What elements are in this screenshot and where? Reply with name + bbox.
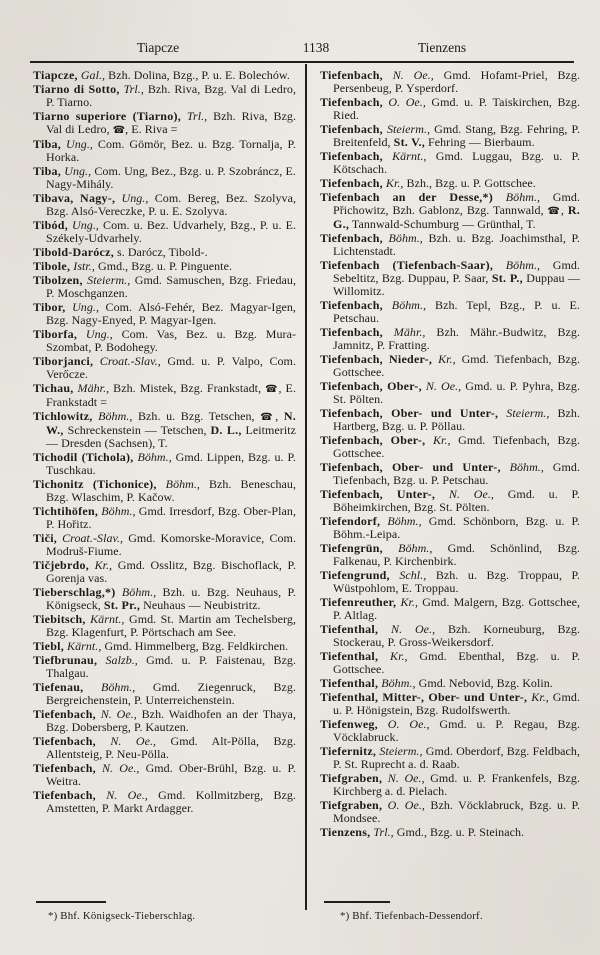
entry-text: Bzh. Mistek, Bzg. Frankstadt, (109, 381, 266, 395)
gazetteer-entry (320, 691, 580, 717)
entry-text: Gmd. Komorske-Moravice, Com. Modruš-Fiume. (46, 531, 296, 558)
gazetteer-entry (33, 410, 296, 450)
entry-text: Com. Alsó-Fehér, Bez. Magyar-Igen, Bzg. Nagy-Enyed, P. Magyar-Igen. (46, 300, 296, 327)
entry-region: Kr., (425, 433, 451, 447)
entry-text: Gmd. Tiefenbach, Bzg. Gottschee. (333, 433, 580, 460)
entry-headword: Tiefenau, (33, 680, 84, 694)
entry-text: Gmd. Osslitz, Bzg. Bischoflack, P. Gorenja vas. (46, 558, 296, 585)
entry-headword: Tiborfa, (33, 327, 78, 341)
entry-headword: Tiefenweg, (320, 717, 378, 731)
entry-text: Com. u. Bez. Udvarhely, Bzg., P. u. E. Székely-Udvarhely. (46, 218, 296, 245)
entry-headword: Tichau, (33, 381, 74, 395)
entry-region: Kärnt., (63, 639, 102, 653)
entry-region: Gal., (77, 68, 106, 82)
entry-headword: Tiefengrün, (320, 541, 383, 555)
gazetteer-entry (320, 177, 580, 190)
entry-headword: Tiba, (33, 164, 62, 178)
left-column (33, 69, 296, 816)
entry-headword: Tiefenbach, (33, 707, 96, 721)
entry-region: Böhm., (500, 460, 544, 474)
entry-headword: Tiefenbach, (320, 149, 383, 163)
entry-headword: Tichlowitz, (33, 409, 93, 423)
entry-text: Gmd. u. P. Regau, Bzg. Vöcklabruck. (333, 717, 580, 744)
entry-region: O. Oe., (377, 717, 430, 731)
header-keyword-left: Tiapcze (136, 40, 180, 55)
entry-headword: Tieberschlag,*) (33, 585, 116, 599)
gazetteer-entry (320, 677, 580, 690)
entry-region: N. Oe., (382, 68, 434, 82)
gazetteer-entry (320, 718, 580, 744)
entry-region: Kr., (88, 558, 113, 572)
gazetteer-entry (33, 478, 296, 504)
entry-text: Gmd. Ober-Brühl, Bzg. u. P. Weitra. (46, 761, 296, 788)
entry-text: Bzh. Waidhofen an der Thaya, Bzg. Dobersberg, P. Kautzen. (46, 707, 296, 734)
footnote-rule (36, 901, 106, 903)
entry-region: N. Oe., (95, 734, 157, 748)
entry-region: Steierm., (82, 273, 131, 287)
entry-region: Mähr., (382, 325, 426, 339)
entry-region: Croat.-Slav., (57, 531, 124, 545)
entry-headword: N. W., (46, 409, 296, 437)
entry-headword: Tiefenreuther, (320, 595, 397, 609)
entry-text: Gmd. u. P. Taiskirchen, Bzg. Ried. (333, 95, 580, 122)
entry-region: Böhm., (83, 680, 136, 694)
gazetteer-entry (320, 542, 580, 568)
entry-text: Bzh. Riva, Bzg. Val di Ledro, (46, 109, 296, 136)
entry-text: , (275, 409, 284, 423)
entry-headword: St. Pr., (103, 598, 141, 612)
entry-text: Bzh. Beneschau, Bzg. Wlaschim, P. Kačow. (46, 477, 296, 504)
gazetteer-entry (320, 461, 580, 487)
posthorn-telegraph-icon: ☎ (547, 206, 561, 217)
gazetteer-entry (33, 69, 296, 82)
gazetteer-entry (33, 382, 296, 409)
entry-headword: Tibole, (33, 259, 71, 273)
gazetteer-entry (320, 123, 580, 149)
gazetteer-entry (33, 328, 296, 354)
entry-text: Bzh. Tepl, Bzg., P. u. E. Petschau. (333, 298, 580, 325)
gazetteer-entry (33, 559, 296, 585)
gazetteer-entry (320, 191, 580, 231)
entry-text: Com. Gömör, Bez. u. Bzg. Tornalja, P. Horka. (46, 137, 296, 164)
entry-text: Duppau — Willomitz. (333, 271, 580, 298)
gazetteer-entry (33, 83, 296, 109)
entry-headword: Tiefenbach, (320, 95, 383, 109)
entry-text: Bzh. u. Bzg. Joachimsthal, P. Lichtenstadt. (333, 231, 580, 258)
entry-headword: Tiefernitz, (320, 744, 377, 758)
entry-text: s. Darócz, Tibold-. (113, 245, 208, 259)
entry-region: O. Oe., (382, 798, 425, 812)
gazetteer-entry (320, 353, 580, 379)
entry-region: Croat.-Slav., (93, 354, 161, 368)
entry-headword: Tiefenbach, (33, 788, 96, 802)
gazetteer-entry (320, 434, 580, 460)
gazetteer-entry (33, 110, 296, 137)
entry-region: Böhm., (382, 541, 433, 555)
text-columns (0, 69, 600, 840)
entry-region: N. Oe., (421, 379, 462, 393)
entry-region: Kr., (432, 352, 456, 366)
entry-headword: Tiefenbach, Nieder-, (320, 352, 433, 366)
right-column (320, 69, 580, 840)
entry-headword: Tiefenbach, (320, 298, 383, 312)
entry-headword: Tiefenbach, (33, 761, 96, 775)
entry-text: Leitmeritz — Dresden (Sachsen), T. (46, 423, 296, 450)
gazetteer-entry (33, 301, 296, 327)
gazetteer-entry (33, 451, 296, 477)
gazetteer-entry (320, 745, 580, 771)
entry-text: Bzh. u. Bzg. Neuhaus, P. Königseck, (46, 585, 296, 612)
entry-region: Schl., (389, 568, 427, 582)
entry-headword: Tiefenthal, (320, 676, 379, 690)
gazetteer-entry (33, 586, 296, 612)
entry-region: Kr., (527, 690, 549, 704)
entry-headword: Tichodil (Tichola), (33, 450, 134, 464)
entry-text: Bzh. u. Bzg. Troppau, P. Wüstpohlom, E. Troppau. (333, 568, 580, 595)
entry-text: Gmd. Malgern, Bzg. Gottschee, P. Altlag. (333, 595, 581, 622)
gazetteer-entry (33, 681, 296, 707)
entry-region: Kr., (382, 176, 404, 190)
entry-region: Ung., (61, 137, 93, 151)
entry-headword: Tichtihöfen, (33, 504, 99, 518)
entry-text: Gmd. Irresdorf, Bzg. Ober-Plan, P. Hořitz. (46, 504, 296, 531)
entry-headword: Tiefenbach, (320, 325, 383, 339)
entry-text: Gmd., Bzg. u. P. Pinguente. (94, 259, 232, 273)
gazetteer-entry (320, 407, 580, 433)
entry-headword: D. L., (210, 423, 242, 437)
gazetteer-entry (33, 640, 296, 653)
entry-headword: Tiefendorf, (320, 514, 381, 528)
page-number: 1138 (302, 40, 330, 55)
entry-headword: Tičjebrdo, (33, 558, 89, 572)
entry-text: Gmd. Schönlind, Bzg. Falkenau, P. Kirchenbirk. (333, 541, 580, 568)
entry-region: Trl., (119, 82, 144, 96)
gazetteer-entry (320, 826, 580, 839)
entry-headword: Tiefenbach, Ober-, (320, 433, 426, 447)
entry-headword: Tiefenthal, Mitter-, Ober- und Unter-, (320, 690, 528, 704)
entry-region: Steierm., (376, 744, 423, 758)
entry-region: Böhm., (115, 585, 157, 599)
entry-headword: Tiarno di Sotto, (33, 82, 120, 96)
entry-headword: Tibolzen, (33, 273, 83, 287)
entry-text: Com. Ung, Bez., Bzg. u. P. Szobráncz, E. Nagy-Mihály. (46, 164, 296, 191)
gazetteer-entry (33, 505, 296, 531)
entry-region: O. Oe., (382, 95, 426, 109)
entry-text: Bzh. Riva, Bzg. Val di Ledro, P. Tiarno. (46, 82, 297, 109)
gazetteer-entry (33, 192, 296, 218)
entry-text: Gmd. Alt-Pölla, Bzg. Allentsteig, P. Neu-Pölla. (46, 734, 296, 761)
entry-text: Bzh. Dolina, Bzg., P. u. E. Bolechów. (105, 68, 290, 82)
entry-headword: Tibor, (33, 300, 66, 314)
entry-text: Gmd. Stang, Bzg. Fehring, P. Breitenfeld, (333, 122, 580, 149)
entry-region: Böhm., (493, 258, 541, 272)
gazetteer-entry (320, 150, 580, 176)
gazetteer-entry (33, 708, 296, 734)
entry-text: Bzh. Korneuburg, Bzg. Stockerau, P. Gross-Weikersdorf. (333, 622, 580, 649)
entry-headword: St. V., (393, 135, 425, 149)
entry-region: Böhm., (92, 409, 133, 423)
entry-text: Gmd. Nebovid, Bzg. Kolin. (415, 676, 553, 690)
entry-headword: Tiborjanci, (33, 354, 94, 368)
entry-headword: R. G., (333, 203, 580, 231)
gazetteer-entry (33, 762, 296, 788)
entry-region: Böhm., (378, 676, 416, 690)
entry-headword: Tiefenbach, Unter-, (320, 487, 436, 501)
entry-text: Gmd. Lippen, Bzg. u. P. Tuschkau. (46, 450, 296, 477)
entry-region: Istr., (70, 259, 95, 273)
entry-region: Böhm., (156, 477, 200, 491)
entry-headword: Tiefenbach, (320, 122, 383, 136)
entry-text: , E. Frankstadt = (46, 381, 296, 409)
entry-text: Gmd. Ziegenruck, Bzg. Bergreichenstein, P. Unterreichenstein. (46, 680, 296, 707)
entry-region: Böhm., (382, 298, 427, 312)
entry-text: Bzh. Mähr.-Budwitz, Bzg. Jamnitz, P. Fratting. (333, 325, 581, 352)
gazetteer-entry (320, 96, 580, 122)
entry-text: Fehring — Bierbaum. (424, 135, 535, 149)
gazetteer-entry (33, 274, 296, 300)
gazetteer-entry (320, 569, 580, 595)
entry-headword: Tibava, Nagy-, (33, 191, 116, 205)
entry-headword: Tiefenthal, (320, 622, 379, 636)
gazetteer-entry (33, 532, 296, 558)
entry-text: Gmd., Bzg. u. P. Steinach. (393, 825, 525, 839)
entry-region: N. Oe., (95, 788, 148, 802)
posthorn-telegraph-icon: ☎ (265, 384, 279, 395)
entry-text: Neuhaus — Neubistritz. (140, 598, 261, 612)
gazetteer-entry (33, 735, 296, 761)
gazetteer-entry (33, 260, 296, 273)
gazetteer-entry (33, 789, 296, 815)
entry-region: Kr., (396, 595, 419, 609)
entry-text: Gmd. u. P. Frankenfels, Bzg. Kirchberg a. d. Pielach. (333, 771, 580, 798)
entry-text: Bzh. Vöcklabruck, Bzg. u. P. Mondsee. (333, 798, 580, 825)
gazetteer-entry (33, 246, 296, 259)
entry-text: Com. Vas, Bez. u. Bzg. Mura-Szombat, P. Bodohegy. (46, 327, 296, 354)
entry-text: Bzh. u. Bzg. Tetschen, (132, 409, 261, 423)
gazetteer-entry (320, 380, 580, 406)
entry-text: Gmd. Sebeltitz, Bzg. Duppau, P. Saar, (333, 258, 580, 285)
entry-text: Gmd. Ebenthal, Bzg. u. P. Gottschee. (333, 649, 581, 676)
entry-text: Gmd. u. P. Faistenau, Bzg. Thalgau. (46, 653, 297, 680)
entry-text: Gmd. Himmelberg, Bzg. Feldkirchen. (101, 639, 289, 653)
entry-headword: Tiefenthal, (320, 649, 379, 663)
entry-headword: Tiefenbach, (320, 68, 383, 82)
header-rule (30, 61, 574, 63)
entry-region: N. Oe., (378, 622, 436, 636)
left-footnote (48, 901, 278, 922)
entry-headword: Tiefenbach, Ober-, (320, 379, 422, 393)
entry-text: Tannwald-Schumburg — Grünthal, T. (349, 217, 536, 231)
gazetteer-entry (320, 232, 580, 258)
entry-headword: Tiapcze, (33, 68, 78, 82)
gazetteer-entry (320, 515, 580, 541)
entry-headword: Tiebl, (33, 639, 64, 653)
entry-headword: Tiefenbach, (33, 734, 96, 748)
header-keyword-right: Tienzens (417, 40, 467, 55)
entry-headword: Tiebitsch, (33, 612, 86, 626)
entry-region: Trl., (370, 825, 394, 839)
entry-headword: Tiefenbach (Tiefenbach-Saar), (320, 258, 494, 272)
entry-text: Gmd. St. Martin am Techelsberg, Bzg. Klagenfurt, P. Pörtschach am See. (46, 612, 296, 639)
entry-region: Trl., (180, 109, 208, 123)
entry-region: Steierm., (498, 406, 550, 420)
entry-headword: Tiarno superiore (Tiarno), (33, 109, 181, 123)
entry-headword: Tiefenbach, (320, 176, 383, 190)
entry-text: Gmd. Kollmitzberg, Bzg. Amstetten, P. Markt Ardagger. (46, 788, 296, 815)
entry-headword: Tiefgraben, (320, 798, 383, 812)
entry-headword: Tibód, (33, 218, 68, 232)
entry-region: N. Oe., (95, 761, 140, 775)
posthorn-telegraph-icon: ☎ (260, 412, 276, 423)
entry-text: Bzh. Hartberg, Bzg. u. P. Pöllau. (333, 406, 581, 433)
entry-region: Böhm., (133, 450, 172, 464)
running-header (0, 40, 600, 58)
entry-headword: Tiefgraben, (320, 771, 383, 785)
footnote-text: *) Bhf. Tiefenbach-Dessendorf. (340, 909, 483, 922)
gazetteer-entry (320, 596, 580, 622)
entry-headword: Tibold-Darócz, (33, 245, 114, 259)
entry-text: Gmd. Tiefenbach, Bzg. u. P. Petschau. (333, 460, 581, 487)
entry-text: Com. Bereg, Bez. Szolyva, Bzg. Alsó-Vereczke, P. u. E. Szolyva. (46, 191, 296, 218)
gazetteer-entry (320, 772, 580, 798)
gazetteer-entry (320, 488, 580, 514)
gazetteer-entry (320, 650, 580, 676)
entry-text: Gmd. Samuschen, Bzg. Friedau, P. Moschganzen. (46, 273, 296, 300)
entry-region: Kärnt., (85, 612, 125, 626)
entry-headword: Tiefbrunau, (33, 653, 98, 667)
entry-text: , (560, 203, 568, 217)
entry-headword: Tiefenbach an der Desse,*) (320, 190, 494, 204)
gazetteer-entry (320, 299, 580, 325)
gazetteer-entry (33, 219, 296, 245)
gazetteer-entry (320, 623, 580, 649)
entry-region: Ung., (67, 218, 99, 232)
entry-region: N. Oe., (95, 707, 137, 721)
entry-region: N. Oe., (382, 771, 425, 785)
entry-headword: Tiefenbach, Ober- und Unter-, (320, 460, 501, 474)
entry-text: , E. Riva = (125, 122, 178, 136)
entry-region: Böhm., (380, 514, 422, 528)
entry-text: Gmd. Oberdorf, Bzg. Feldbach, P. St. Ruprecht a. d. Raab. (333, 744, 580, 771)
entry-region: Steierm., (382, 122, 431, 136)
entry-headword: Tienzens, (320, 825, 371, 839)
entry-text: Gmd. u. P. Valpo, Com. Verőcze. (46, 354, 296, 381)
entry-text: Gmd. u. P. Böheimkirchen, Bzg. St. Pölten. (333, 487, 580, 514)
entry-region: Kr., (378, 649, 408, 663)
right-footnote (340, 901, 570, 922)
entry-region: N. Oe., (435, 487, 494, 501)
entry-text: Gmd. Přichowitz, Bzh. Gablonz, Bzg. Tannwald, (333, 190, 580, 217)
entry-text: Schreckenstein — Tetschen, (63, 423, 211, 437)
entry-text: Bzh., Bzg. u. P. Gottschee. (403, 176, 536, 190)
entry-text: Gmd. Luggau, Bzg. u. P. Kötschach. (333, 149, 580, 176)
entry-headword: Tiba, (33, 137, 62, 151)
gazetteer-entry (33, 355, 296, 381)
entry-headword: St. P., (491, 271, 523, 285)
footnote-text: *) Bhf. Königseck-Tieberschlag. (48, 909, 196, 922)
entry-headword: Tiefenbach, Ober- und Unter-, (320, 406, 499, 420)
entry-text: Gmd. Tiefenbach, Bzg. Gottschee. (333, 352, 580, 379)
footnote-rule (324, 901, 390, 903)
entry-text: Gmd. u. P. Pyhra, Bzg. St. Pölten. (333, 379, 580, 406)
entry-region: Ung., (65, 300, 99, 314)
gazetteer-entry (320, 69, 580, 95)
gazetteer-entry (320, 326, 580, 352)
entry-text: Gmd. u. P. Hönigstein, Bzg. Rudolfswerth. (333, 690, 581, 717)
gazetteer-entry (320, 799, 580, 825)
gazetteer-entry (33, 138, 296, 164)
gazetteer-entry (33, 613, 296, 639)
entry-region: Ung., (115, 191, 149, 205)
gazetteer-entry (320, 259, 580, 298)
entry-headword: Tiči, (33, 531, 58, 545)
posthorn-telegraph-icon: ☎ (112, 125, 126, 136)
entry-region: Böhm., (98, 504, 136, 518)
entry-region: Kärnt., (382, 149, 427, 163)
entry-headword: Tiefenbach, (320, 231, 383, 245)
entry-region: Ung., (61, 164, 92, 178)
entry-region: Mähr., (73, 381, 110, 395)
entry-region: Salzb., (97, 653, 138, 667)
gazetteer-entry (33, 165, 296, 191)
entry-headword: Tiefengrund, (320, 568, 390, 582)
entry-text: Gmd. Schönborn, Bzg. u. P. Böhm.-Leipa. (333, 514, 580, 541)
gazetteer-entry (33, 654, 296, 680)
entry-text: Gmd. Hofamt-Priel, Bzg. Persenbeug, P. Ysperdorf. (333, 68, 580, 95)
entry-region: Ung., (77, 327, 113, 341)
entry-region: Böhm., (493, 190, 541, 204)
entry-region: Böhm., (382, 231, 423, 245)
entry-headword: Tichonitz (Tichonice), (33, 477, 157, 491)
